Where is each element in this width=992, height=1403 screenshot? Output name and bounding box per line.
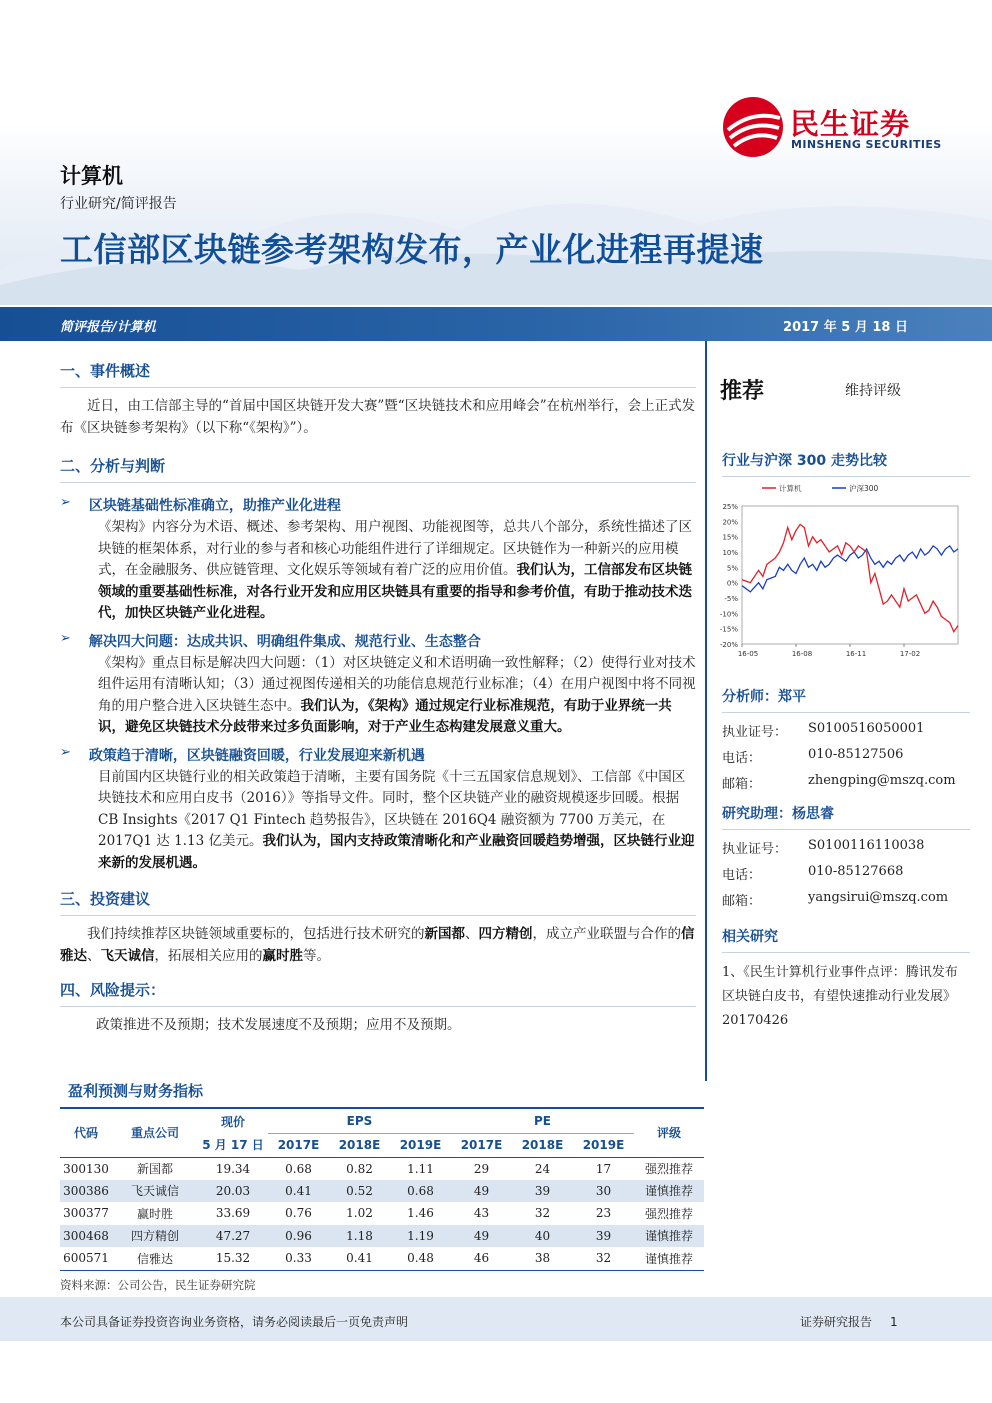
rating-sub: 维持评级 — [845, 383, 901, 399]
bullet-2 — [60, 631, 696, 651]
cell-pe: 32 — [595, 1251, 612, 1266]
series-line-computer — [742, 524, 958, 631]
cell-eps: 0.41 — [285, 1183, 312, 1198]
footer-report-label — [800, 1313, 898, 1330]
cell-company: 赢时胜 — [136, 1206, 173, 1221]
trend-chart — [712, 480, 970, 660]
y-tick-label: 10% — [722, 549, 738, 557]
section-rule — [60, 482, 696, 483]
y-tick-label: 20% — [722, 518, 738, 527]
report-type: 行业研究/简评报告 — [60, 196, 177, 212]
section-rule — [722, 952, 970, 953]
kv-key: 电话： — [722, 751, 762, 766]
stock-yingshisheng: 赢时胜 — [262, 947, 303, 964]
kv-value: 010-85127668 — [808, 864, 904, 879]
bar-left-label: 简评报告/计算机 — [60, 320, 156, 335]
x-tick-label: 16-08 — [791, 650, 813, 658]
legend-label: 沪深300 — [849, 484, 879, 493]
stock-feitianchengxin: 飞天诚信 — [100, 947, 155, 964]
cell-pe: 30 — [595, 1183, 612, 1198]
col-year: 2017E — [277, 1138, 320, 1152]
x-tick-label: 16-05 — [737, 650, 759, 658]
plot-area — [742, 506, 958, 644]
col-year: 2019E — [399, 1138, 442, 1152]
legend-label: 计算机 — [779, 484, 802, 493]
bullet-3-title: 政策趋于清晰，区块链融资回暖，行业发展迎来新机遇 — [88, 747, 425, 764]
cell-pe: 46 — [473, 1251, 490, 1266]
bullet-3-text: 目前国内区块链行业的相关政策趋于清晰，主要有国务院《十三五国家信息规划》、工信部《中国区块链技术和应用白皮书（2016）》等指导文件。同时，整个区块链产业的融资规模逐步回暖。根据 CB Insights《2017 Q1 Fintech 趋势报告》，区块链在 2016Q4 融资额为 7700 万美元，在 2017Q1 达 1.13 亿美元。 — [98, 768, 686, 849]
table-row — [60, 1247, 704, 1270]
logo-text-en: MINSHENG SECURITIES — [791, 138, 942, 151]
bullet-1-body — [98, 517, 696, 625]
assistant-title: 研究助理：杨思睿 — [722, 806, 834, 822]
assistant-phone-row — [722, 864, 970, 890]
stock-xinguodu: 新国都 — [424, 926, 465, 942]
cell-code: 600571 — [63, 1251, 109, 1266]
col-year: 2018E — [338, 1138, 381, 1152]
cell-pe: 23 — [595, 1206, 612, 1221]
s3-sep-a: 、 — [465, 926, 479, 942]
section-rule — [722, 829, 970, 830]
footer-disclaimer: 本公司具备证券投资咨询业务资格，请务必阅读最后一页免责声明 — [60, 1315, 409, 1329]
section-3-text — [60, 924, 696, 967]
minsheng-logo-icon — [722, 96, 788, 158]
table-row — [60, 1157, 704, 1180]
cell-eps: 0.96 — [285, 1228, 312, 1243]
s3-text-a: 我们持续推荐区块链领域重要标的，包括进行技术研究的 — [87, 926, 425, 942]
cell-pe: 38 — [534, 1251, 551, 1266]
page-number: 1 — [890, 1315, 898, 1329]
cell-price: 19.34 — [215, 1161, 251, 1176]
bullet-2-bold: 我们认为，《架构》通过规定行业标准规范，有助于业界统一共识，避免区块链技术分歧带来过多负面影响，对于产业生态构建发展意义重大。 — [98, 697, 672, 735]
y-tick-label: -20% — [719, 641, 738, 649]
analyst-license-row — [722, 721, 970, 747]
cell-pe: 49 — [473, 1228, 490, 1243]
kv-key: 执业证号： — [722, 842, 788, 857]
analyst-email-link[interactable]: zhengping@mszq.com — [808, 773, 956, 788]
bullet-3-body — [98, 767, 696, 875]
y-tick-label: -5% — [724, 595, 738, 603]
cell-rating: 谨慎推荐 — [644, 1251, 693, 1266]
stock-xinyada: 信雅达 — [60, 926, 695, 964]
cell-eps: 0.48 — [407, 1251, 434, 1266]
cell-pe: 40 — [534, 1228, 551, 1243]
col-eps: EPS — [268, 1109, 451, 1133]
section-3-title: 三、投资建议 — [60, 890, 151, 908]
bullet-2-text: 《架构》重点目标是解决四大问题：（1）对区块链定义和术语明确一致性解释；（2）使得行业对技术组件运用有清晰认知；（3）通过视图传递相关的功能信息规范行业标准；（4）在用户视图中将不同视角的用户整合进入区块链生态中。 — [98, 654, 696, 714]
col-rating: 评级 — [656, 1126, 681, 1141]
arrow-icon: ➢ — [60, 744, 71, 760]
cell-pe: 39 — [595, 1228, 612, 1243]
col-pe: PE — [451, 1109, 634, 1133]
series-line-hs300 — [742, 546, 958, 592]
cell-pe: 32 — [534, 1206, 551, 1221]
bullet-2-body — [98, 653, 696, 739]
y-tick-label: -15% — [719, 625, 738, 634]
x-tick-label: 16-11 — [845, 650, 867, 658]
section-rule — [60, 1006, 696, 1007]
section-rule — [60, 915, 696, 916]
kv-key: 电话： — [722, 868, 762, 883]
bullet-2-title: 解决四大问题：达成共识、明确组件集成、规范行业、生态整合 — [88, 633, 481, 650]
stock-sifangjingchuang: 四方精创 — [478, 926, 533, 942]
bullet-1 — [60, 495, 696, 515]
col-price: 现价 — [220, 1114, 245, 1129]
chart-section — [722, 450, 970, 477]
cell-pe: 49 — [473, 1183, 490, 1198]
table-bottom-rule — [60, 1270, 704, 1271]
finance-table — [60, 1109, 704, 1270]
section-1-text: 近日，由工信部主导的“首届中国区块链开发大赛”暨“区块链技术和应用峰会”在杭州举行，会上正式发布《区块链参考架构》（以下称“《架构》”）。 — [60, 398, 696, 436]
cell-pe: 43 — [473, 1206, 490, 1221]
y-tick-label: -10% — [719, 610, 738, 619]
section-rule — [60, 387, 696, 388]
kv-key: 邮箱： — [722, 777, 762, 792]
cell-eps: 0.52 — [346, 1183, 373, 1198]
analyst-email-row — [722, 773, 970, 799]
col-year: 2018E — [521, 1138, 564, 1152]
analyst-phone-row — [722, 747, 970, 773]
logo-text-cn: 民生证券 — [790, 107, 911, 141]
cell-eps: 1.46 — [407, 1206, 434, 1221]
y-tick-label: 0% — [726, 579, 738, 588]
y-tick-label: 15% — [722, 533, 738, 542]
analyst-block — [722, 686, 970, 1033]
footer-label-text: 证券研究报告 — [800, 1315, 873, 1329]
cell-eps: 1.18 — [346, 1228, 373, 1243]
report-date: 2017 年 5 月 18 日 — [783, 320, 908, 335]
cell-eps: 0.68 — [285, 1161, 312, 1176]
finance-title: 盈利预测与财务指标 — [68, 1082, 204, 1100]
arrow-icon: ➢ — [60, 495, 71, 510]
cell-pe: 29 — [473, 1161, 490, 1176]
cell-rating: 谨慎推荐 — [644, 1184, 693, 1199]
finance-section — [60, 1080, 704, 1293]
cell-company: 四方精创 — [130, 1229, 179, 1244]
s3-text-c: ，拓展相关应用的 — [154, 947, 263, 964]
cell-rating: 谨慎推荐 — [644, 1229, 693, 1244]
table-row — [60, 1225, 704, 1248]
cell-eps: 0.41 — [346, 1251, 373, 1266]
assistant-license-row — [722, 838, 970, 864]
rating: 推荐 — [720, 379, 765, 404]
cell-company: 新国都 — [136, 1162, 173, 1176]
table-source: 资料来源：公司公告，民生证券研究院 — [60, 1277, 256, 1292]
cell-eps: 0.82 — [346, 1161, 373, 1176]
analyst-info — [722, 721, 970, 799]
s3-sep-b: 、 — [87, 947, 101, 964]
assistant-email-link[interactable]: yangsirui@mszq.com — [808, 890, 949, 905]
cell-eps: 0.76 — [285, 1206, 312, 1221]
col-year: 2017E — [460, 1138, 503, 1152]
col-code: 代码 — [73, 1126, 98, 1141]
column-divider — [705, 341, 707, 1081]
col-company: 重点公司 — [130, 1126, 179, 1141]
cell-eps: 1.19 — [407, 1228, 434, 1243]
cell-rating: 强烈推荐 — [644, 1162, 693, 1176]
cell-eps: 1.02 — [346, 1206, 373, 1221]
cell-rating: 强烈推荐 — [644, 1206, 693, 1221]
cell-pe: 24 — [534, 1161, 551, 1176]
cell-price: 33.69 — [215, 1206, 251, 1221]
cell-eps: 0.68 — [407, 1183, 434, 1198]
kv-value: S0100116110038 — [808, 838, 925, 853]
cell-code: 300130 — [63, 1161, 109, 1176]
section-rule — [722, 476, 970, 477]
report-title: 工信部区块链参考架构发布，产业化进程再提速 — [60, 230, 764, 269]
cell-pe: 39 — [534, 1183, 551, 1198]
kv-key: 执业证号： — [722, 725, 788, 740]
section-4-text: 政策推进不及预期；技术发展速度不及预期；应用不及预期。 — [96, 1017, 461, 1033]
related-research-link[interactable]: 1、《民生计算机行业事件点评：腾讯发布区块链白皮书，有望快速推动行业发展》20170426 — [722, 965, 958, 1028]
industry-category: 计算机 — [60, 164, 123, 188]
cell-eps: 1.11 — [407, 1161, 434, 1176]
analyst-title: 分析师：郑平 — [722, 689, 806, 705]
cell-code: 300468 — [63, 1228, 109, 1243]
cell-price: 15.32 — [215, 1251, 251, 1266]
assistant-email-row — [722, 890, 970, 916]
section-rule — [722, 712, 970, 713]
arrow-icon: ➢ — [60, 630, 71, 646]
kv-value: 010-85127506 — [808, 747, 904, 762]
s3-text-b: ，成立产业联盟与合作的 — [532, 926, 681, 942]
section-2-title: 二、分析与判断 — [60, 457, 166, 475]
cell-price: 47.27 — [215, 1228, 251, 1243]
cell-company: 信雅达 — [136, 1251, 173, 1266]
cell-company: 飞天诚信 — [130, 1184, 179, 1199]
assistant-info — [722, 838, 970, 916]
x-tick-label: 17-02 — [899, 650, 921, 658]
cell-price: 20.03 — [215, 1183, 251, 1198]
y-tick-label: 25% — [722, 503, 738, 511]
kv-key: 邮箱： — [722, 894, 762, 909]
bullet-3 — [60, 745, 696, 765]
bullet-1-title: 区块链基础性标准确立，助推产业化进程 — [88, 498, 341, 514]
finance-table-body — [60, 1157, 704, 1270]
related-title: 相关研究 — [722, 929, 778, 945]
bullet-1-bold: 我们认为，工信部发布区块链领域的重要基础性标准，对各行业开发和应用区块链具有重要的指导和参考价值，有助于推动技术迭代，加快区块链产业化进程。 — [98, 562, 692, 621]
col-year: 2019E — [582, 1138, 625, 1152]
main-column — [60, 360, 696, 1037]
section-4-title: 四、风险提示： — [60, 981, 166, 999]
y-tick-label: 5% — [726, 564, 738, 573]
s3-text-d: 等。 — [303, 947, 330, 964]
table-row — [60, 1202, 704, 1225]
cell-pe: 17 — [595, 1161, 612, 1176]
table-row — [60, 1180, 704, 1203]
kv-value: S0100516050001 — [808, 721, 925, 736]
bullet-1-text: 《架构》内容分为术语、概述、参考架构、用户视图、功能视图等，总共八个部分，系统性描述了区块链的框架体系，对行业的参与者和核心功能组件进行了详细规定。区块链作为一种新兴的应用模式，在金融服务、供应链管理、文化娱乐等领域有着广泛的应用价值。 — [98, 519, 692, 578]
section-1-title: 一、事件概述 — [60, 362, 151, 380]
cell-code: 300386 — [63, 1183, 109, 1198]
cell-code: 300377 — [63, 1206, 109, 1221]
bullet-3-bold: 我们认为，国内支持政策清晰化和产业融资回暖趋势增强，区块链行业迎来新的发展机遇。 — [98, 833, 695, 871]
col-price-date: 5 月 17 日 — [202, 1138, 264, 1153]
chart-title: 行业与沪深 300 走势比较 — [722, 453, 887, 469]
cell-eps: 0.33 — [285, 1251, 312, 1266]
